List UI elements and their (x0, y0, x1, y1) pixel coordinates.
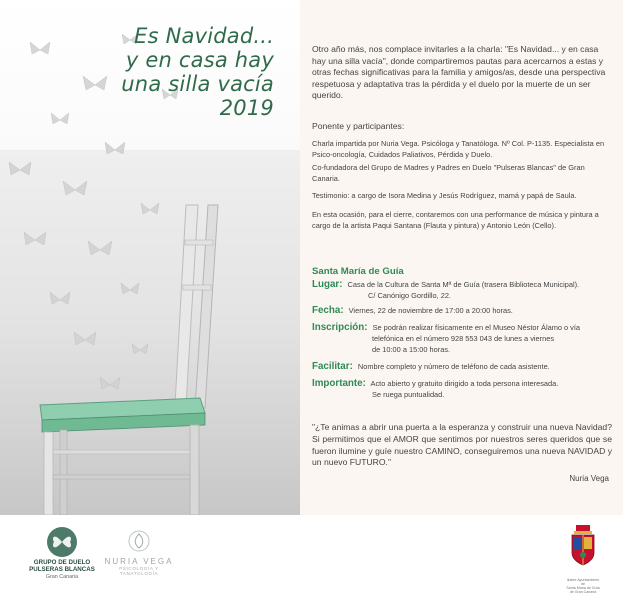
inscripcion-line-3: de 10:00 a 15:00 horas. (372, 344, 451, 354)
detail-inscripcion (312, 323, 617, 355)
detail-lugar (312, 280, 617, 302)
title-year: 2019 (219, 96, 274, 120)
logo2-name: NURIA VEGA (104, 557, 174, 566)
logo2-subtitle: PSICOLOGÍA Y TANATOLOGÍA (119, 566, 159, 576)
event-title (121, 24, 274, 120)
importante-line-2: Se ruega puntualidad. (372, 389, 445, 399)
municipal-crest (566, 523, 600, 594)
title-line-2: y en casa hay (125, 48, 274, 72)
detail-facilitar (312, 362, 617, 373)
lugar-line-2: C/ Canónigo Gordillo, 22. (368, 290, 451, 300)
lugar-line-1: Casa de la Cultura de Santa Mª de Guía (trasera Biblioteca Municipal). (347, 280, 580, 289)
title-line-3: una silla vacía (121, 72, 274, 96)
fecha-label: Fecha: (312, 305, 344, 316)
intro-paragraph: Otro año más, nos complace invitarles a la charla: "Es Navidad... y en casa hay una silla vacía", donde compartiremos pautas para acercarnos a estas y otras fechas significativas para la familia y amigos/as, desde una perspectiva respetuosa y adaptativa tras la pérdida y el duelo por la muerte de un ser querido. (312, 44, 606, 101)
testimony-text: Testimonio: a cargo de Isora Medina y Jesús Rodríguez, mamá y papá de Saula. (312, 191, 577, 200)
butterfly-logo-icon (47, 527, 77, 557)
crest-line-2: Santa María de Guía de Gran Canaria (566, 586, 600, 594)
fecha-value: Viernes, 22 de noviembre de 17:00 a 20:00 horas. (348, 306, 513, 315)
closing-quote: "¿Te animas a abrir una puerta a la esperanza y construir una nueva Navidad? Si permitimos que el AMOR que sentimos por nuestros seres queridos que se fueron ilumine y guíe nuestro CAMINO, conseguiremos una nueva NAVIDAD y un nuevo FUTURO." (312, 422, 612, 468)
importante-label: Importante: (312, 378, 366, 389)
importante-line-1: Acto abierto y gratuito dirigido a toda persona interesada. (370, 379, 559, 388)
coat-of-arms-icon (566, 523, 600, 573)
inscripcion-line-2: telefónica en el número 928 553 043 de lunes a viernes (372, 333, 555, 343)
speaker-bio: Charla impartida por Nuria Vega. Psicóloga y Tanatóloga. Nº Col. P-1135. Especialista en Psico-oncología, Cuidados Paliativos, Pérdida y Duelo. (312, 139, 605, 159)
inscripcion-label: Inscripción: (312, 322, 368, 333)
logo1-line-2: PULSERAS BLANCAS (29, 566, 95, 574)
facilitar-value: Nombre completo y número de teléfono de cada asistente. (357, 362, 550, 371)
performance-text: En esta ocasión, para el cierre, contaremos con una performance de música y pintura a cargo de la artista Paqui Santana (Flauta y pintura) y Antonio León (Cello). (312, 210, 599, 230)
footer-logos (0, 515, 623, 594)
leaf-logo-icon (127, 529, 151, 553)
detail-importante (312, 379, 617, 401)
venue-town: Santa María de Guía (312, 266, 404, 277)
speakers-heading: Ponente y participantes: (312, 121, 405, 131)
crest-line-1: Ilustre Ayuntamiento de (566, 578, 600, 586)
info-panel (300, 0, 623, 515)
logo1-line-3: Gran Canaria (45, 573, 79, 580)
speaker-cofounder: Co-fundadora del Grupo de Madres y Padres en Duelo "Pulseras Blancas" de Gran Canaria. (312, 163, 585, 183)
logo1-line-1: GRUPO DE DUELO (33, 559, 91, 566)
facilitar-label: Facilitar: (312, 361, 353, 372)
pulseras-blancas-logo (18, 527, 106, 580)
nuria-vega-logo (104, 529, 174, 576)
title-line-1: Es Navidad... (134, 24, 274, 48)
chair-butterflies-illustration (0, 0, 300, 515)
detail-fecha (312, 306, 617, 317)
quote-signature: Nuria Vega (569, 474, 609, 483)
inscripcion-line-1: Se podrán realizar físicamente en el Museo Néstor Álamo o vía (372, 323, 581, 332)
lugar-label: Lugar: (312, 279, 343, 290)
